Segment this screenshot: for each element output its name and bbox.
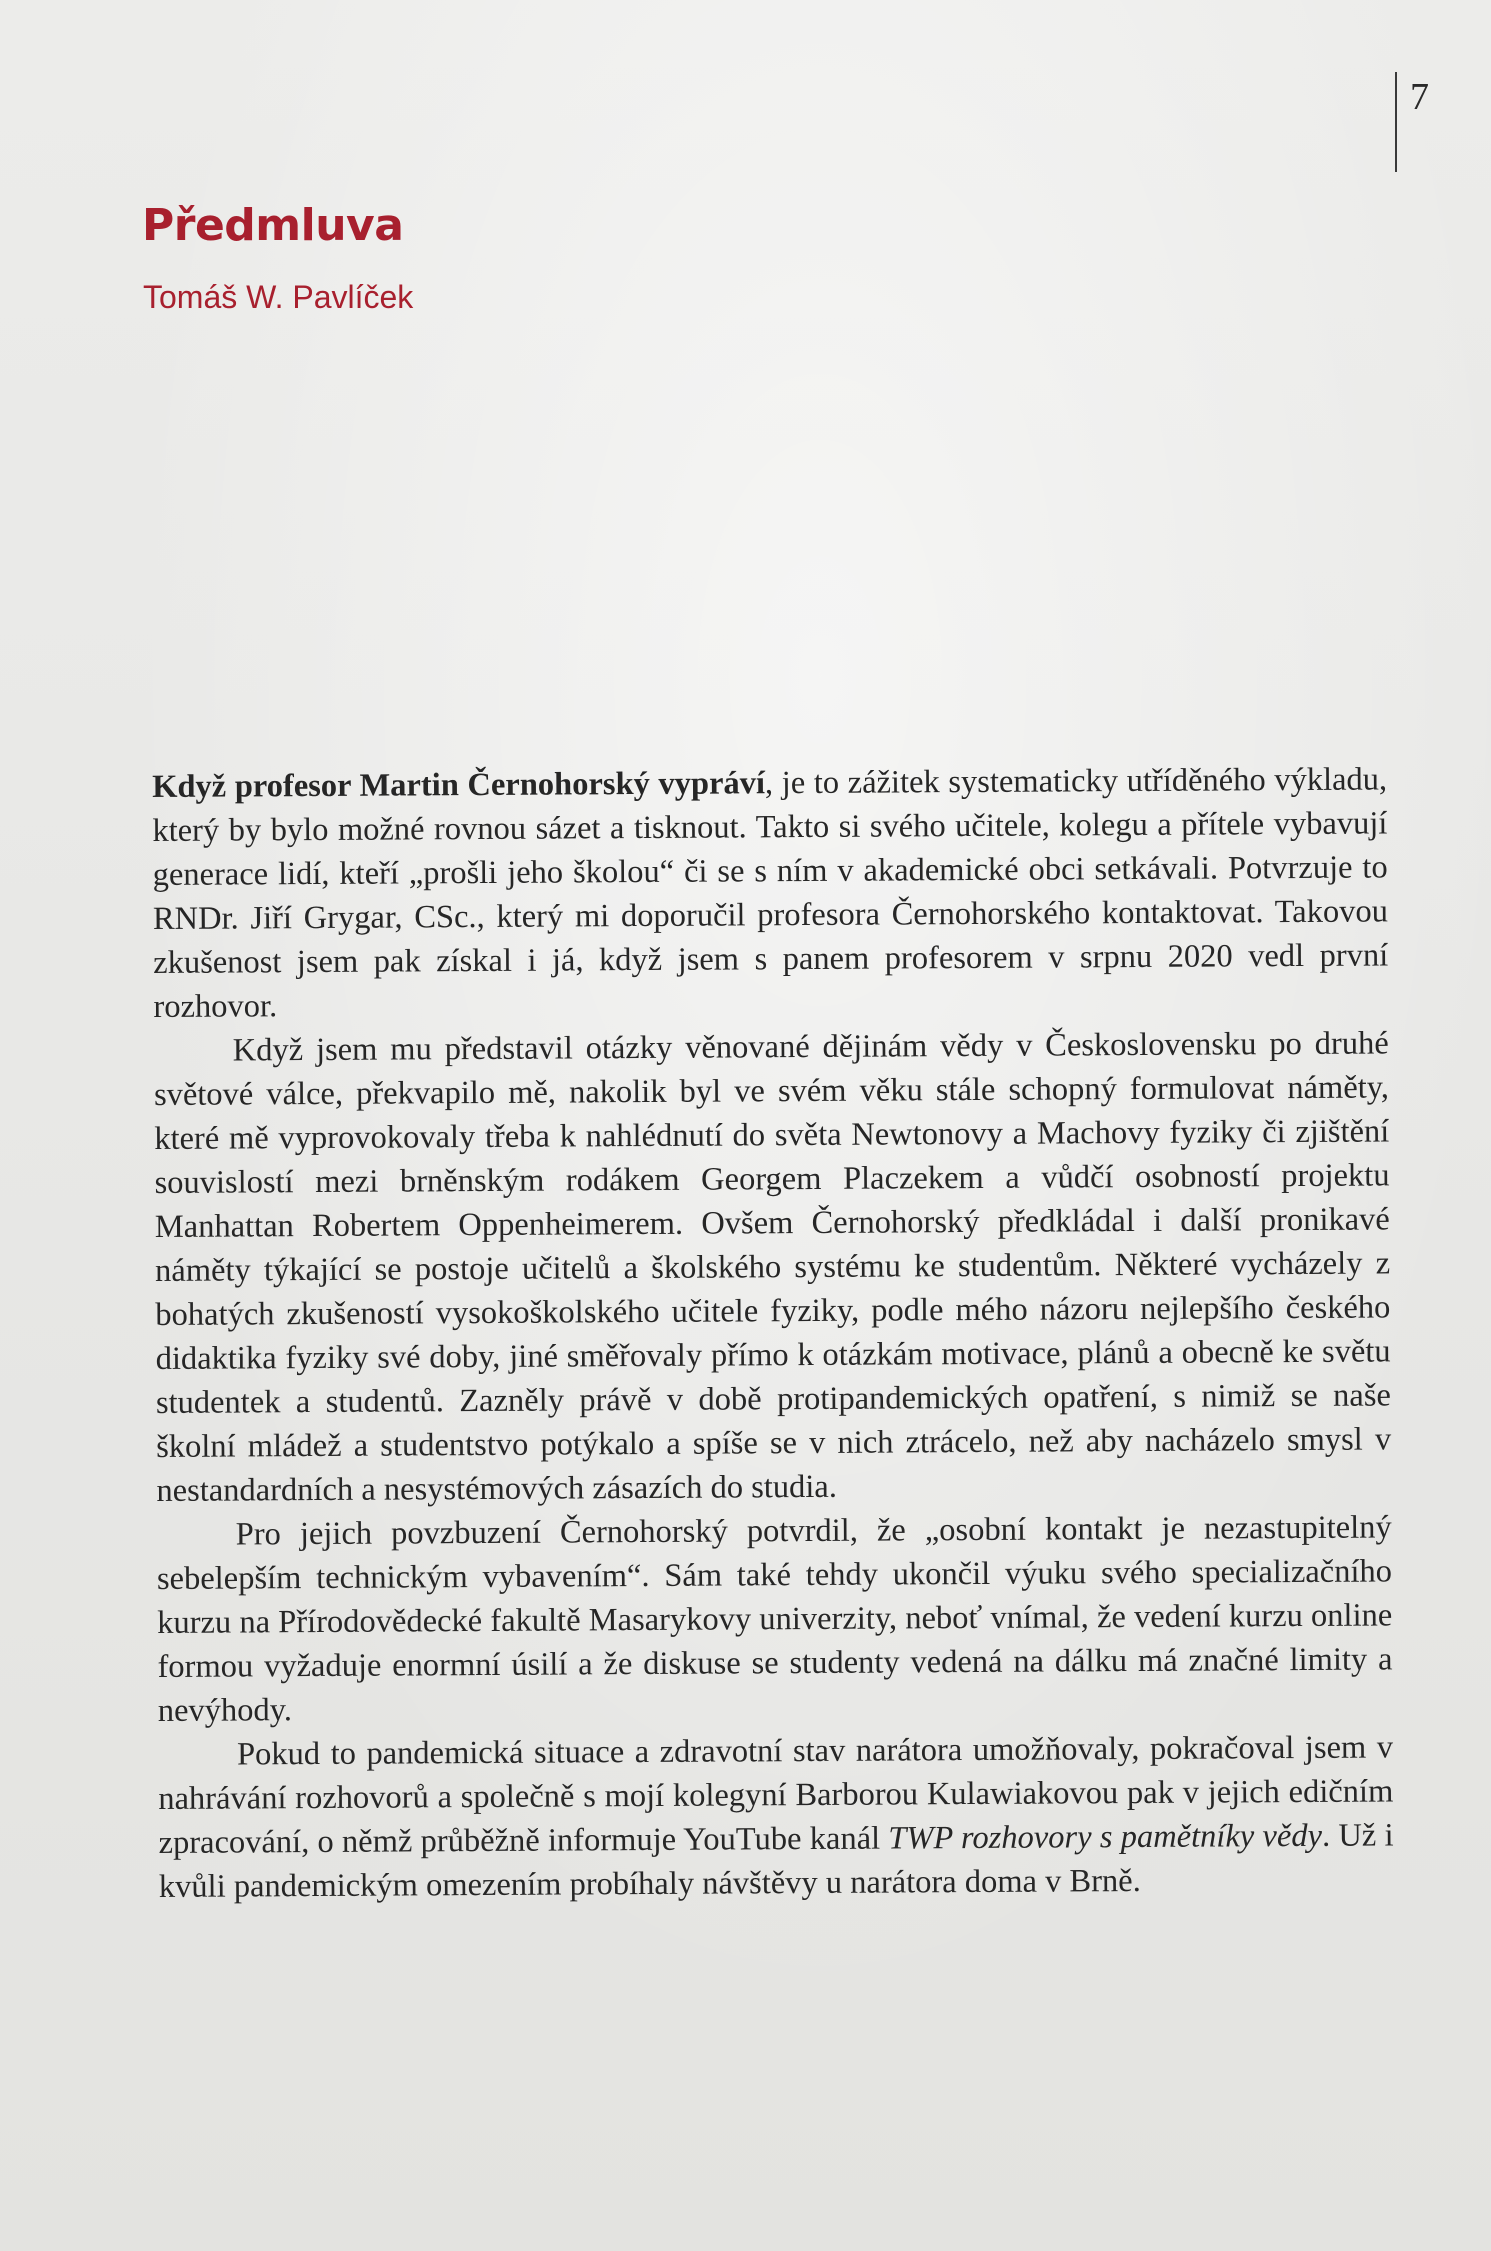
paragraph-1 (152, 757, 1389, 1029)
chapter-title: Předmluva (142, 200, 404, 251)
paragraph-2-text: Když jsem mu představil otázky věnované dějinám vědy v Československu po druhé světové válce, překvapilo mě, nakolik byl ve svém věku stále schopný formulovat náměty, které mě vyprovokovaly třeba k nahlédnutí do světa Newtonovy a Machovy fyziky či zjištění souvislostí mezi brněnským rodákem Georgem Placzekem a vůdčí osobností projektu Manhattan Robertem Oppenheimerem. Ovšem Černohorský předkládal i další pronikavé náměty týkající se postoje učitelů a školského systému ke studentům. Některé vycházely z bohatých zkušeností vysokoškolského učitele fyziky, podle mého názoru nejlepšího českého didaktika fyziky své doby, jiné směřovaly přímo k otázkám motivace, plánů a obecně ke světu studentek a studentů. Zazněly právě v době protipandemických opatření, s nimiž se naše školní mládež a studentstvo potýkalo a spíše se v nich ztrácelo, než aby nacházelo smysl v nestandardních a nesystémových zásazích do studia. (153, 1025, 1392, 1509)
chapter-author: Tomáš W. Pavlíček (143, 279, 414, 315)
paragraph-1-text: , je to zážitek systematicky utříděného výkladu, který by bylo možné rovnou sázet a tisknout. Takto si svého učitele, kolegu a přítele vybavují generace lidí, kteří „prošli jeho školou“ či se s ním v akademické obci setkávali. Potvrzuje to RNDr. Jiří Grygar, CSc., který mi doporučil profesora Černohorského kontaktovat. Takovou zkušenost jsem pak získal i já, když jsem s panem profesorem v srpnu 2020 vedl první rozhovor. (152, 761, 1389, 1025)
paragraph-1-lead: Když profesor Martin Černohorský vypráví (152, 765, 766, 805)
paragraph-3-text: Pro jejich povzbuzení Černohorský potvrdil, že „osobní kontakt je nezastupitelný sebelepším technickým vybavením“. Sám také tehdy ukončil výuku svého specializačního kurzu na Přírodovědecké fakultě Masarykovy univerzity, neboť vnímal, že vedení kurzu online formou vyžaduje enormní úsilí a že diskuse se studenty vedená na dálku má značné limity a nevýhody. (156, 1509, 1393, 1729)
paragraph-4-text-before: Pokud to pandemická situace a zdravotní stav narátora umožňovaly, pokračoval jsem v nahrávání rozhovorů a společně s mojí kolegyní Barborou Kulawiakovou pak v jejich edičním zpracování, o němž průběžně informuje YouTube kanál (158, 1729, 1394, 1861)
paragraph-2 (154, 1021, 1392, 1513)
youtube-channel-name: TWP rozhovory s pamětníky vědy (888, 1817, 1323, 1857)
paragraph-4 (158, 1725, 1394, 1909)
paragraph-4-text-after: . Už i kvůli pandemickým omezením probíhaly návštěvy u narátora doma v Brně. (158, 1817, 1394, 1905)
paragraph-3 (157, 1505, 1393, 1733)
page-number-divider (1395, 72, 1397, 172)
body-text (152, 757, 1394, 1909)
page-number: 7 (1410, 76, 1429, 118)
